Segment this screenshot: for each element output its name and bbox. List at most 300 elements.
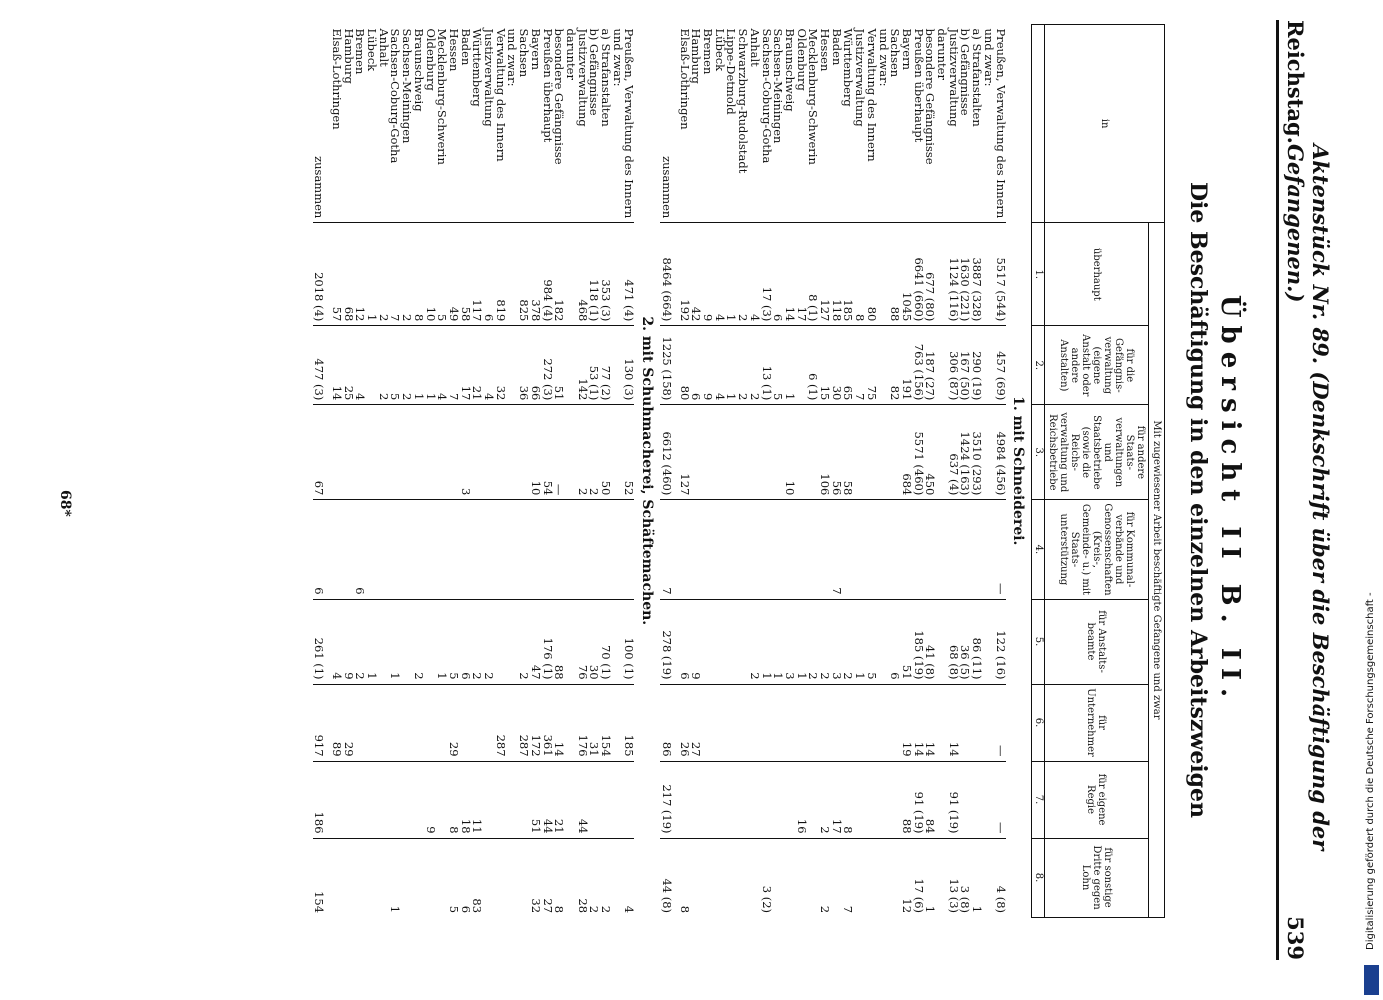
row-label: Oldenburg bbox=[423, 28, 438, 91]
table-cell bbox=[772, 405, 784, 500]
table-cell bbox=[365, 326, 377, 405]
table-cell bbox=[377, 761, 389, 838]
table-cell bbox=[865, 684, 877, 761]
table-cell: 7 bbox=[389, 223, 401, 326]
table-cell: 142 bbox=[576, 326, 588, 405]
table-cell: 182 bbox=[553, 223, 565, 326]
table-cell: 50 bbox=[599, 405, 611, 500]
table-cell: 4 (8) bbox=[994, 838, 1006, 917]
table-cell: 819 bbox=[494, 223, 506, 326]
table-cell: 471 (4) bbox=[623, 223, 635, 326]
table-cell bbox=[365, 405, 377, 500]
table-cell bbox=[330, 838, 342, 917]
table-cell: 118 bbox=[830, 223, 842, 326]
table-cell: 1 bbox=[365, 223, 377, 326]
table-cell: 75 bbox=[865, 326, 877, 405]
table-cell: 44 bbox=[576, 761, 588, 838]
table-cell: 83 bbox=[471, 838, 483, 917]
table-cell bbox=[494, 500, 506, 599]
table-cell bbox=[889, 405, 901, 500]
table-cell: 117 bbox=[471, 223, 483, 326]
table-cell: 176 bbox=[576, 684, 588, 761]
table-cell bbox=[412, 761, 424, 838]
row-label: Braunschweig bbox=[782, 28, 797, 112]
row-label: Lübeck bbox=[712, 28, 727, 72]
table-cell bbox=[436, 405, 448, 500]
table-cell bbox=[517, 838, 529, 917]
table-row bbox=[482, 25, 494, 918]
table-cell: 51 bbox=[900, 599, 912, 684]
table-cell bbox=[354, 761, 366, 838]
table-row bbox=[354, 25, 366, 918]
table-row bbox=[459, 25, 471, 918]
table-cell: 3 (8) bbox=[959, 838, 971, 917]
row-label: Württemberg bbox=[841, 28, 856, 107]
table-cell bbox=[330, 761, 342, 838]
table-cell: 4 bbox=[354, 326, 366, 405]
table-row bbox=[701, 25, 713, 918]
table-cell bbox=[970, 500, 982, 599]
table-cell bbox=[748, 405, 760, 500]
table-cell bbox=[389, 500, 401, 599]
row-label: Mecklenburg-Schwerin bbox=[435, 28, 450, 165]
table-cell: 287 bbox=[494, 684, 506, 761]
row-label: b) Gefängnisse bbox=[958, 28, 973, 116]
table-cell: — bbox=[994, 500, 1006, 599]
table-cell: 353 (3) bbox=[599, 223, 611, 326]
total-row bbox=[660, 25, 678, 918]
table-cell: 1 bbox=[389, 838, 401, 917]
table-cell bbox=[482, 761, 494, 838]
table-cell: 4 bbox=[623, 838, 635, 917]
table-cell: 217 (19) bbox=[660, 761, 678, 838]
table-cell: 1630 (221) bbox=[959, 223, 971, 326]
table-cell: 1045 bbox=[900, 223, 912, 326]
row-label: zusammen bbox=[312, 156, 327, 219]
table-cell: 67 bbox=[313, 405, 331, 500]
table-cell: 16 bbox=[795, 761, 807, 838]
table-cell bbox=[877, 405, 889, 500]
table-cell bbox=[889, 838, 901, 917]
row-label: Justizverwaltung bbox=[482, 28, 497, 127]
table-cell: 450 bbox=[924, 405, 936, 500]
table-cell: 361 bbox=[541, 684, 553, 761]
table-cell bbox=[494, 838, 506, 917]
table-cell: 2 bbox=[588, 405, 600, 500]
table-cell bbox=[935, 326, 947, 405]
table-cell bbox=[865, 761, 877, 838]
table-cell bbox=[701, 405, 713, 500]
row-label: Oldenburg bbox=[794, 28, 809, 91]
table-cell: 261 (1) bbox=[313, 599, 331, 684]
table-cell bbox=[342, 405, 354, 500]
table-cell bbox=[795, 500, 807, 599]
col-header-8: für sonstige Dritte gegen Lohn bbox=[1045, 838, 1149, 917]
table-cell bbox=[389, 405, 401, 500]
col-header-2: für die Gefängnis-verwaltung (eigene Anstalt oder andere Anstalten) bbox=[1045, 326, 1149, 405]
table-cell: 4 bbox=[713, 326, 725, 405]
table-cell: 185 bbox=[842, 223, 854, 326]
table-cell: 17 (3) bbox=[760, 223, 772, 326]
table-cell: 287 bbox=[517, 684, 529, 761]
table-cell: 2 bbox=[517, 599, 529, 684]
table-cell bbox=[935, 599, 947, 684]
table-cell bbox=[701, 761, 713, 838]
table-row bbox=[713, 25, 725, 918]
table-cell bbox=[400, 599, 412, 684]
table-cell: 1225 (158) bbox=[660, 326, 678, 405]
table-row bbox=[994, 25, 1006, 918]
table-cell bbox=[736, 838, 748, 917]
table-cell: 56 bbox=[830, 405, 842, 500]
table-cell: 36 (5) bbox=[959, 599, 971, 684]
table-cell: 41 (8) bbox=[924, 599, 936, 684]
table-cell bbox=[564, 761, 576, 838]
running-header bbox=[1283, 20, 1333, 960]
table-body bbox=[313, 25, 1032, 918]
table-cell bbox=[447, 500, 459, 599]
table-cell bbox=[713, 599, 725, 684]
table-cell: 27 bbox=[690, 684, 702, 761]
table-cell bbox=[924, 500, 936, 599]
table-cell: 70 (1) bbox=[599, 599, 611, 684]
row-label: Verwaltung des Innern bbox=[493, 28, 508, 162]
col-header-5: für Anstalts-beamte bbox=[1045, 599, 1149, 684]
table-cell: 91 (19) bbox=[947, 761, 959, 838]
table-cell bbox=[748, 684, 760, 761]
table-cell bbox=[959, 500, 971, 599]
table-cell: 6 bbox=[313, 500, 331, 599]
table-cell bbox=[517, 500, 529, 599]
row-label: Sachsen-Coburg-Gotha bbox=[759, 28, 774, 164]
table-cell: 84 bbox=[924, 761, 936, 838]
table-row bbox=[389, 25, 401, 918]
table-cell bbox=[748, 500, 760, 599]
table-cell: 2 bbox=[471, 599, 483, 684]
col-number: 8. bbox=[1032, 838, 1045, 917]
table-cell: 637 (4) bbox=[947, 405, 959, 500]
table-cell: 7 bbox=[830, 500, 842, 599]
table-cell: 5 bbox=[389, 326, 401, 405]
row-label: zusammen bbox=[659, 156, 674, 219]
table-cell: 4 bbox=[713, 223, 725, 326]
table-cell bbox=[377, 838, 389, 917]
table-cell: 86 bbox=[660, 684, 678, 761]
table-cell: 6 bbox=[459, 838, 471, 917]
table-cell bbox=[783, 500, 795, 599]
table-cell bbox=[701, 684, 713, 761]
table-cell bbox=[506, 405, 518, 500]
table-cell: 80 bbox=[678, 326, 690, 405]
table-cell bbox=[713, 761, 725, 838]
table-cell: 86 (11) bbox=[970, 599, 982, 684]
table-row bbox=[865, 25, 877, 918]
table-cell: 58 bbox=[459, 223, 471, 326]
table-row bbox=[553, 25, 565, 918]
table-cell: 1 bbox=[795, 599, 807, 684]
table-cell bbox=[935, 684, 947, 761]
table-cell: 51 bbox=[553, 326, 565, 405]
table-cell: 52 bbox=[623, 405, 635, 500]
table-cell bbox=[424, 684, 436, 761]
table-cell bbox=[690, 761, 702, 838]
table-cell: 32 bbox=[494, 326, 506, 405]
table-cell bbox=[807, 500, 819, 599]
table-cell bbox=[553, 500, 565, 599]
table-row bbox=[365, 25, 377, 918]
table-cell bbox=[935, 500, 947, 599]
table-cell bbox=[725, 684, 737, 761]
table-cell: 2 bbox=[482, 599, 494, 684]
table-cell bbox=[471, 405, 483, 500]
table-row bbox=[436, 25, 448, 918]
col-number: 6. bbox=[1032, 684, 1045, 761]
table-cell bbox=[377, 684, 389, 761]
table-cell: 6 bbox=[678, 599, 690, 684]
table-cell: 17 (6) bbox=[912, 838, 924, 917]
table-cell: 1 bbox=[389, 599, 401, 684]
table-cell bbox=[377, 500, 389, 599]
table-cell bbox=[412, 405, 424, 500]
table-cell bbox=[564, 684, 576, 761]
table-cell bbox=[772, 684, 784, 761]
table-row bbox=[342, 25, 354, 918]
row-label: Schwarzburg-Rudolstadt bbox=[736, 28, 751, 174]
table-cell bbox=[541, 500, 553, 599]
table-cell bbox=[760, 761, 772, 838]
table-cell bbox=[623, 500, 635, 599]
data-table bbox=[313, 24, 1165, 918]
table-cell bbox=[713, 405, 725, 500]
row-label: und zwar: bbox=[505, 28, 520, 87]
table-cell: 14 bbox=[553, 684, 565, 761]
table-cell: 2 bbox=[818, 838, 830, 917]
page-subtitle: Die Beschäftigung in den einzelnen Arbeitszweigen bbox=[1185, 181, 1211, 819]
table-cell bbox=[842, 684, 854, 761]
table-cell: 984 (4) bbox=[541, 223, 553, 326]
table-cell: 6641 (660) bbox=[912, 223, 924, 326]
table-cell bbox=[900, 500, 912, 599]
table-cell: 6 bbox=[354, 500, 366, 599]
col-number: 3. bbox=[1032, 405, 1045, 500]
table-cell: 7 bbox=[853, 326, 865, 405]
table-cell bbox=[935, 761, 947, 838]
row-label: Anhalt bbox=[376, 28, 391, 67]
table-row bbox=[623, 25, 635, 918]
table-cell bbox=[877, 684, 889, 761]
table-row bbox=[900, 25, 912, 918]
table-row bbox=[471, 25, 483, 918]
table-cell: 3 bbox=[459, 405, 471, 500]
table-cell bbox=[330, 500, 342, 599]
table-row bbox=[400, 25, 412, 918]
table-cell bbox=[853, 500, 865, 599]
table-cell: 15 bbox=[818, 326, 830, 405]
table-row bbox=[970, 25, 982, 918]
table-row bbox=[576, 25, 588, 918]
table-cell: 2 bbox=[377, 326, 389, 405]
row-label: b) Gefängnisse bbox=[587, 28, 602, 116]
table-cell bbox=[599, 500, 611, 599]
row-label: Elsaß-Lothringen bbox=[329, 28, 344, 130]
table-cell: 684 bbox=[900, 405, 912, 500]
table-cell: 13 (1) bbox=[760, 326, 772, 405]
table-cell bbox=[564, 405, 576, 500]
table-cell bbox=[611, 500, 623, 599]
table-cell: 167 (50) bbox=[959, 326, 971, 405]
table-cell bbox=[365, 684, 377, 761]
table-cell: 2 bbox=[599, 838, 611, 917]
row-label: Braunschweig bbox=[411, 28, 426, 112]
row-label: Preußen überhaupt bbox=[540, 28, 555, 143]
table-cell: 10 bbox=[783, 405, 795, 500]
row-label: Elsaß-Lothringen bbox=[677, 28, 692, 130]
table-cell: 68 (8) bbox=[947, 599, 959, 684]
table-row bbox=[853, 25, 865, 918]
table-cell: 186 bbox=[313, 761, 331, 838]
table-cell: 1 bbox=[725, 223, 737, 326]
table-cell: 76 bbox=[576, 599, 588, 684]
row-label: Preußen, Verwaltung des Innern bbox=[622, 28, 637, 219]
table-row bbox=[564, 25, 576, 918]
table-cell bbox=[436, 500, 448, 599]
table-cell bbox=[506, 761, 518, 838]
row-label: und zwar: bbox=[876, 28, 891, 87]
table-cell: 12 bbox=[354, 223, 366, 326]
table-cell bbox=[795, 838, 807, 917]
row-label: besondere Gefängnisse bbox=[923, 28, 938, 165]
table-cell bbox=[725, 599, 737, 684]
row-label: Justizverwaltung bbox=[946, 28, 961, 127]
table-cell: 9 bbox=[701, 223, 713, 326]
row-label: Justizverwaltung bbox=[575, 28, 590, 127]
header-left: Reichstag. bbox=[1283, 20, 1308, 144]
row-label: Lübeck bbox=[365, 28, 380, 72]
table-cell: 3 (2) bbox=[760, 838, 772, 917]
table-cell bbox=[982, 761, 994, 838]
table-cell bbox=[494, 761, 506, 838]
row-label: Hamburg bbox=[689, 28, 704, 84]
table-cell: 3 bbox=[830, 599, 842, 684]
table-cell: 8 bbox=[412, 223, 424, 326]
table-cell bbox=[482, 684, 494, 761]
table-cell: 100 (1) bbox=[623, 599, 635, 684]
table-row bbox=[412, 25, 424, 918]
table-cell bbox=[736, 684, 748, 761]
table-row bbox=[517, 25, 529, 918]
table-cell: 13 (3) bbox=[947, 838, 959, 917]
col-number: 7. bbox=[1032, 761, 1045, 838]
table-cell bbox=[935, 405, 947, 500]
table-cell bbox=[400, 761, 412, 838]
table-cell bbox=[412, 500, 424, 599]
table-row bbox=[424, 25, 436, 918]
table-cell: 1 bbox=[760, 599, 772, 684]
table-cell: 8464 (664) bbox=[660, 223, 678, 326]
table-cell: 306 (87) bbox=[947, 326, 959, 405]
table-cell bbox=[725, 838, 737, 917]
table-cell bbox=[564, 500, 576, 599]
row-label: Preußen überhaupt bbox=[911, 28, 926, 143]
table-cell bbox=[482, 838, 494, 917]
table-row bbox=[947, 25, 959, 918]
table-cell: 6 bbox=[772, 223, 784, 326]
table-cell: 1124 (116) bbox=[947, 223, 959, 326]
col-number: 4. bbox=[1032, 500, 1045, 599]
table-cell bbox=[564, 838, 576, 917]
col-header-4: für Kommunal-verbände und Genossenschaften (Kreis-, Gemeinde- u.) mit Staats-unterstützung bbox=[1045, 500, 1149, 599]
table-cell bbox=[459, 500, 471, 599]
table-cell: 2 bbox=[748, 599, 760, 684]
row-label: Sachsen-Coburg-Gotha bbox=[388, 28, 403, 164]
row-label: Sachsen bbox=[517, 28, 532, 78]
table-cell bbox=[447, 405, 459, 500]
table-cell: 5 bbox=[436, 223, 448, 326]
table-cell bbox=[748, 761, 760, 838]
table-cell bbox=[494, 405, 506, 500]
row-label: Bayern bbox=[528, 28, 543, 71]
table-cell bbox=[818, 684, 830, 761]
table-cell bbox=[970, 761, 982, 838]
table-cell bbox=[690, 500, 702, 599]
row-label: Lippe-Detmold bbox=[724, 28, 739, 115]
table-cell: 187 (27) bbox=[924, 326, 936, 405]
table-cell: 154 bbox=[313, 838, 331, 917]
table-cell: 2 bbox=[412, 599, 424, 684]
table-cell: 5 bbox=[772, 326, 784, 405]
section-heading-row bbox=[1006, 25, 1032, 918]
table-cell bbox=[365, 838, 377, 917]
table-cell: 2 bbox=[400, 223, 412, 326]
table-cell: — bbox=[553, 405, 565, 500]
table-cell bbox=[795, 684, 807, 761]
row-label: besondere Gefängnisse bbox=[552, 28, 567, 165]
table-cell bbox=[389, 684, 401, 761]
table-cell bbox=[760, 684, 772, 761]
table-cell bbox=[713, 684, 725, 761]
table-cell: 6 bbox=[459, 599, 471, 684]
table-cell bbox=[471, 684, 483, 761]
table-cell bbox=[865, 405, 877, 500]
table-cell: 2 bbox=[807, 599, 819, 684]
table-cell bbox=[853, 761, 865, 838]
table-cell: 6 bbox=[482, 223, 494, 326]
table-header-row bbox=[1149, 25, 1165, 918]
table-cell: 8 bbox=[553, 838, 565, 917]
table-cell: 154 bbox=[599, 684, 611, 761]
table-cell: 10 bbox=[529, 405, 541, 500]
table-cell: 278 (19) bbox=[660, 599, 678, 684]
col-number: 2. bbox=[1032, 326, 1045, 405]
row-label: Württemberg bbox=[470, 28, 485, 107]
table-cell bbox=[701, 599, 713, 684]
table-cell: 1 bbox=[412, 326, 424, 405]
table-cell: 192 bbox=[678, 223, 690, 326]
table-cell bbox=[877, 838, 889, 917]
table-cell: 1 bbox=[970, 838, 982, 917]
table-cell bbox=[760, 405, 772, 500]
table-cell: 31 bbox=[588, 684, 600, 761]
table-row bbox=[760, 25, 772, 918]
table-cell bbox=[576, 500, 588, 599]
table-cell: 66 bbox=[529, 326, 541, 405]
table-cell bbox=[877, 761, 889, 838]
table-row bbox=[529, 25, 541, 918]
table-cell: 8 (1) bbox=[807, 223, 819, 326]
table-cell: 2 bbox=[354, 599, 366, 684]
table-cell bbox=[365, 761, 377, 838]
table-cell: 17 bbox=[459, 326, 471, 405]
